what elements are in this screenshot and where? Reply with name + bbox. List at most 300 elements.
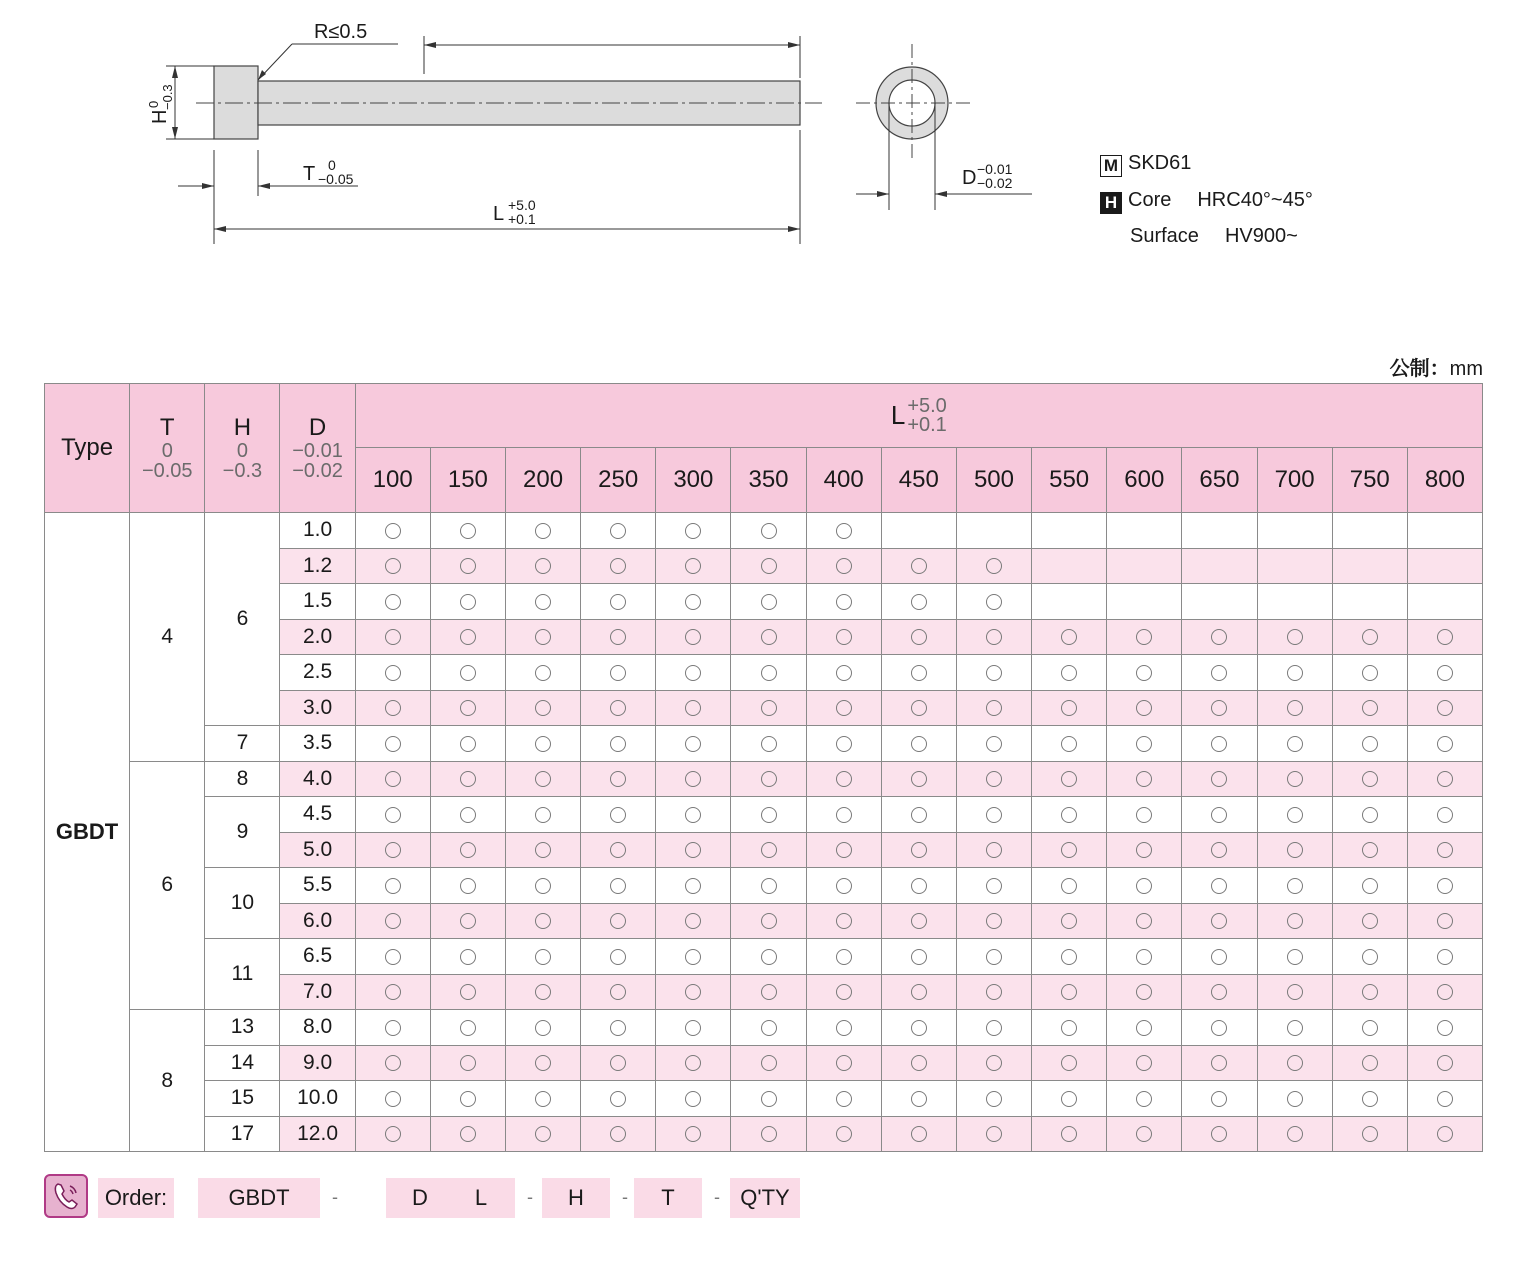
availability-cell xyxy=(355,655,430,691)
availability-cell xyxy=(1107,690,1182,726)
material-value: SKD61 xyxy=(1128,152,1192,174)
available-mark-icon xyxy=(836,1055,852,1071)
availability-cell xyxy=(1107,1081,1182,1117)
availability-cell xyxy=(505,548,580,584)
availability-cell xyxy=(505,1116,580,1152)
availability-cell xyxy=(806,584,881,620)
availability-cell xyxy=(731,939,806,975)
availability-cell xyxy=(1407,903,1482,939)
d-cell: 1.2 xyxy=(280,548,355,584)
available-mark-icon xyxy=(1437,842,1453,858)
availability-cell xyxy=(806,513,881,549)
technical-drawing xyxy=(0,0,1520,300)
core-value: HRC40°~45° xyxy=(1197,189,1313,211)
availability-cell xyxy=(1107,868,1182,904)
h-tol-upper: 0 xyxy=(146,100,161,108)
availability-cell xyxy=(1332,1045,1407,1081)
availability-cell xyxy=(731,903,806,939)
availability-cell xyxy=(1407,619,1482,655)
availability-cell xyxy=(1032,1116,1107,1152)
available-mark-icon xyxy=(460,984,476,1000)
available-mark-icon xyxy=(1136,1055,1152,1071)
availability-cell xyxy=(1332,868,1407,904)
availability-cell xyxy=(1407,726,1482,762)
table-row xyxy=(45,1081,1483,1117)
availability-cell xyxy=(355,903,430,939)
availability-cell xyxy=(806,1045,881,1081)
available-mark-icon xyxy=(685,1020,701,1036)
availability-cell xyxy=(1032,974,1107,1010)
availability-cell xyxy=(430,761,505,797)
availability-cell xyxy=(806,797,881,833)
hardness-badge: H xyxy=(1100,192,1122,214)
availability-cell xyxy=(731,1045,806,1081)
available-mark-icon xyxy=(610,1055,626,1071)
availability-cell xyxy=(581,903,656,939)
availability-cell xyxy=(1257,832,1332,868)
table-row xyxy=(45,1010,1483,1046)
available-mark-icon xyxy=(1136,807,1152,823)
availability-cell xyxy=(581,868,656,904)
availability-cell xyxy=(430,868,505,904)
available-mark-icon xyxy=(986,1020,1002,1036)
availability-cell xyxy=(956,584,1031,620)
available-mark-icon xyxy=(1061,771,1077,787)
available-mark-icon xyxy=(685,594,701,610)
availability-cell xyxy=(505,761,580,797)
d-cell: 3.0 xyxy=(280,690,355,726)
availability-cell xyxy=(1257,513,1332,549)
availability-cell xyxy=(1182,868,1257,904)
availability-cell xyxy=(430,974,505,1010)
availability-cell xyxy=(1032,797,1107,833)
availability-cell xyxy=(956,1116,1031,1152)
available-mark-icon xyxy=(460,949,476,965)
available-mark-icon xyxy=(911,842,927,858)
header-l-label: L xyxy=(890,400,906,430)
availability-cell xyxy=(1182,1116,1257,1152)
availability-cell xyxy=(956,903,1031,939)
available-mark-icon xyxy=(986,949,1002,965)
availability-cell xyxy=(1407,1116,1482,1152)
availability-cell xyxy=(505,619,580,655)
d-cell: 1.5 xyxy=(280,584,355,620)
availability-cell xyxy=(956,690,1031,726)
available-mark-icon xyxy=(1287,665,1303,681)
available-mark-icon xyxy=(610,807,626,823)
table-row xyxy=(45,1116,1483,1152)
available-mark-icon xyxy=(986,807,1002,823)
available-mark-icon xyxy=(1437,878,1453,894)
availability-cell xyxy=(1332,939,1407,975)
available-mark-icon xyxy=(911,1055,927,1071)
availability-cell xyxy=(806,1081,881,1117)
availability-cell xyxy=(956,832,1031,868)
availability-cell xyxy=(1257,761,1332,797)
availability-cell xyxy=(581,584,656,620)
available-mark-icon xyxy=(535,523,551,539)
available-mark-icon xyxy=(685,807,701,823)
available-mark-icon xyxy=(535,1020,551,1036)
available-mark-icon xyxy=(761,1055,777,1071)
t-cell: 8 xyxy=(130,1010,205,1152)
available-mark-icon xyxy=(535,736,551,752)
availability-cell xyxy=(1182,939,1257,975)
availability-cell xyxy=(656,868,731,904)
header-l xyxy=(355,384,1482,448)
availability-cell xyxy=(1407,939,1482,975)
available-mark-icon xyxy=(986,842,1002,858)
header-d-tol-upper: −0.01 xyxy=(292,440,343,462)
surface-hardness-spec xyxy=(1130,225,1298,248)
header-type: Type xyxy=(45,384,130,513)
availability-cell xyxy=(1107,832,1182,868)
availability-cell xyxy=(581,832,656,868)
d-cell: 5.5 xyxy=(280,868,355,904)
available-mark-icon xyxy=(1211,807,1227,823)
available-mark-icon xyxy=(1211,949,1227,965)
available-mark-icon xyxy=(911,984,927,1000)
d-cell: 3.5 xyxy=(280,726,355,762)
available-mark-icon xyxy=(1136,913,1152,929)
availability-cell xyxy=(1182,832,1257,868)
available-mark-icon xyxy=(1136,984,1152,1000)
available-mark-icon xyxy=(1211,665,1227,681)
availability-cell xyxy=(956,797,1031,833)
availability-cell xyxy=(731,761,806,797)
available-mark-icon xyxy=(685,700,701,716)
available-mark-icon xyxy=(535,949,551,965)
availability-cell xyxy=(581,548,656,584)
available-mark-icon xyxy=(986,736,1002,752)
availability-cell xyxy=(1107,726,1182,762)
availability-cell xyxy=(581,797,656,833)
available-mark-icon xyxy=(986,1091,1002,1107)
order-separator: - xyxy=(714,1187,720,1207)
available-mark-icon xyxy=(685,771,701,787)
availability-cell xyxy=(656,690,731,726)
availability-cell xyxy=(1332,1010,1407,1046)
h-cell: 9 xyxy=(205,797,280,868)
available-mark-icon xyxy=(911,771,927,787)
available-mark-icon xyxy=(385,949,401,965)
available-mark-icon xyxy=(1437,629,1453,645)
available-mark-icon xyxy=(385,1091,401,1107)
availability-cell xyxy=(881,513,956,549)
d-cell: 6.5 xyxy=(280,939,355,975)
availability-cell xyxy=(1182,1045,1257,1081)
available-mark-icon xyxy=(385,629,401,645)
available-mark-icon xyxy=(460,665,476,681)
d-dim-label: D xyxy=(962,167,977,189)
availability-cell xyxy=(430,1081,505,1117)
availability-cell xyxy=(1407,1045,1482,1081)
availability-cell xyxy=(1332,690,1407,726)
available-mark-icon xyxy=(1287,913,1303,929)
size-availability-table xyxy=(44,383,1483,1152)
available-mark-icon xyxy=(385,878,401,894)
availability-cell xyxy=(806,1116,881,1152)
available-mark-icon xyxy=(1437,1126,1453,1142)
header-t: T 0 −0.05 xyxy=(130,384,205,513)
available-mark-icon xyxy=(1061,984,1077,1000)
availability-cell xyxy=(1032,655,1107,691)
available-mark-icon xyxy=(1211,1126,1227,1142)
available-mark-icon xyxy=(1061,629,1077,645)
availability-cell xyxy=(806,690,881,726)
availability-cell xyxy=(581,619,656,655)
available-mark-icon xyxy=(385,736,401,752)
available-mark-icon xyxy=(385,1020,401,1036)
available-mark-icon xyxy=(911,558,927,574)
available-mark-icon xyxy=(1362,913,1378,929)
available-mark-icon xyxy=(535,984,551,1000)
availability-cell xyxy=(1407,655,1482,691)
availability-cell xyxy=(581,761,656,797)
d-cell: 2.5 xyxy=(280,655,355,691)
availability-cell xyxy=(355,761,430,797)
order-label: Order: xyxy=(98,1178,174,1218)
availability-cell xyxy=(1032,1010,1107,1046)
availability-cell xyxy=(1107,903,1182,939)
available-mark-icon xyxy=(1437,665,1453,681)
availability-cell xyxy=(1332,797,1407,833)
h-cell: 7 xyxy=(205,726,280,762)
available-mark-icon xyxy=(911,594,927,610)
available-mark-icon xyxy=(460,1055,476,1071)
d-cell: 5.0 xyxy=(280,832,355,868)
availability-cell xyxy=(581,690,656,726)
d-cell: 12.0 xyxy=(280,1116,355,1152)
available-mark-icon xyxy=(836,807,852,823)
availability-cell xyxy=(581,1116,656,1152)
available-mark-icon xyxy=(385,665,401,681)
available-mark-icon xyxy=(610,984,626,1000)
availability-cell xyxy=(355,1081,430,1117)
availability-cell xyxy=(656,903,731,939)
availability-cell xyxy=(430,832,505,868)
available-mark-icon xyxy=(1136,1020,1152,1036)
material-spec xyxy=(1100,152,1191,177)
surface-label: Surface xyxy=(1130,225,1199,247)
available-mark-icon xyxy=(1061,949,1077,965)
availability-cell xyxy=(1332,761,1407,797)
availability-cell xyxy=(1257,1010,1332,1046)
table-row xyxy=(45,868,1483,904)
availability-cell xyxy=(505,513,580,549)
availability-cell xyxy=(1407,690,1482,726)
length-header-750: 750 xyxy=(1332,448,1407,513)
availability-cell xyxy=(956,1010,1031,1046)
availability-cell xyxy=(581,513,656,549)
availability-cell xyxy=(1407,1081,1482,1117)
availability-cell xyxy=(881,761,956,797)
availability-cell xyxy=(656,1081,731,1117)
table-body xyxy=(45,513,1483,1152)
availability-cell xyxy=(430,797,505,833)
availability-cell xyxy=(806,761,881,797)
table-row xyxy=(45,726,1483,762)
availability-cell xyxy=(731,655,806,691)
available-mark-icon xyxy=(986,984,1002,1000)
availability-cell xyxy=(505,726,580,762)
availability-cell xyxy=(881,1116,956,1152)
unit-label: 公制： xyxy=(1389,358,1450,380)
length-header-250: 250 xyxy=(581,448,656,513)
availability-cell xyxy=(1407,974,1482,1010)
availability-cell xyxy=(881,1010,956,1046)
available-mark-icon xyxy=(610,771,626,787)
available-mark-icon xyxy=(836,771,852,787)
available-mark-icon xyxy=(685,1126,701,1142)
available-mark-icon xyxy=(911,913,927,929)
available-mark-icon xyxy=(1362,700,1378,716)
available-mark-icon xyxy=(385,771,401,787)
available-mark-icon xyxy=(836,913,852,929)
availability-cell xyxy=(355,832,430,868)
available-mark-icon xyxy=(986,1055,1002,1071)
available-mark-icon xyxy=(1437,1020,1453,1036)
d-cell: 2.0 xyxy=(280,619,355,655)
available-mark-icon xyxy=(1061,842,1077,858)
header-h-tol-upper: 0 xyxy=(236,440,248,462)
available-mark-icon xyxy=(761,984,777,1000)
availability-cell xyxy=(806,939,881,975)
availability-cell xyxy=(430,1010,505,1046)
available-mark-icon xyxy=(1437,807,1453,823)
availability-cell xyxy=(956,1081,1031,1117)
length-header-200: 200 xyxy=(505,448,580,513)
available-mark-icon xyxy=(610,594,626,610)
availability-cell xyxy=(656,1045,731,1081)
availability-cell xyxy=(656,974,731,1010)
availability-cell xyxy=(1107,584,1182,620)
order-field-qty: Q'TY xyxy=(730,1178,800,1218)
availability-cell xyxy=(1182,655,1257,691)
availability-cell xyxy=(505,868,580,904)
available-mark-icon xyxy=(1287,1020,1303,1036)
available-mark-icon xyxy=(610,1020,626,1036)
availability-cell xyxy=(430,726,505,762)
t-cell: 4 xyxy=(130,513,205,762)
availability-cell xyxy=(1032,584,1107,620)
available-mark-icon xyxy=(986,1126,1002,1142)
availability-cell xyxy=(1032,939,1107,975)
availability-cell xyxy=(355,1010,430,1046)
available-mark-icon xyxy=(761,700,777,716)
d-cell: 4.5 xyxy=(280,797,355,833)
availability-cell xyxy=(731,832,806,868)
availability-cell xyxy=(430,690,505,726)
length-header-500: 500 xyxy=(956,448,1031,513)
availability-cell xyxy=(806,832,881,868)
available-mark-icon xyxy=(1211,629,1227,645)
available-mark-icon xyxy=(1211,842,1227,858)
available-mark-icon xyxy=(535,913,551,929)
available-mark-icon xyxy=(1287,984,1303,1000)
availability-cell xyxy=(355,584,430,620)
availability-cell xyxy=(355,1045,430,1081)
availability-cell xyxy=(1107,761,1182,797)
availability-cell xyxy=(1182,619,1257,655)
availability-cell xyxy=(1032,1081,1107,1117)
availability-cell xyxy=(1332,619,1407,655)
availability-cell xyxy=(430,903,505,939)
availability-cell xyxy=(881,1081,956,1117)
order-separator: - xyxy=(622,1187,628,1207)
availability-cell xyxy=(731,690,806,726)
available-mark-icon xyxy=(836,665,852,681)
available-mark-icon xyxy=(986,629,1002,645)
availability-cell xyxy=(1332,832,1407,868)
core-label: Core xyxy=(1128,189,1172,211)
available-mark-icon xyxy=(1362,629,1378,645)
available-mark-icon xyxy=(761,771,777,787)
d-tol-lower: −0.02 xyxy=(977,175,1013,191)
available-mark-icon xyxy=(460,913,476,929)
available-mark-icon xyxy=(1136,949,1152,965)
available-mark-icon xyxy=(460,629,476,645)
available-mark-icon xyxy=(761,949,777,965)
availability-cell xyxy=(1332,903,1407,939)
available-mark-icon xyxy=(986,878,1002,894)
availability-cell xyxy=(1332,513,1407,549)
availability-cell xyxy=(505,1081,580,1117)
available-mark-icon xyxy=(761,665,777,681)
availability-cell xyxy=(956,655,1031,691)
available-mark-icon xyxy=(911,736,927,752)
available-mark-icon xyxy=(986,594,1002,610)
available-mark-icon xyxy=(610,736,626,752)
availability-cell xyxy=(355,939,430,975)
availability-cell xyxy=(581,1081,656,1117)
available-mark-icon xyxy=(1287,700,1303,716)
available-mark-icon xyxy=(761,523,777,539)
availability-cell xyxy=(1257,726,1332,762)
available-mark-icon xyxy=(535,807,551,823)
available-mark-icon xyxy=(685,949,701,965)
t-tol-upper: 0 xyxy=(328,157,336,173)
available-mark-icon xyxy=(1437,984,1453,1000)
availability-cell xyxy=(430,1116,505,1152)
availability-cell xyxy=(731,548,806,584)
availability-cell xyxy=(505,655,580,691)
available-mark-icon xyxy=(1211,1055,1227,1071)
availability-cell xyxy=(656,1010,731,1046)
h-cell: 15 xyxy=(205,1081,280,1117)
available-mark-icon xyxy=(836,949,852,965)
availability-cell xyxy=(1032,1045,1107,1081)
h-cell: 8 xyxy=(205,761,280,797)
available-mark-icon xyxy=(1362,736,1378,752)
available-mark-icon xyxy=(1287,736,1303,752)
available-mark-icon xyxy=(1287,1126,1303,1142)
available-mark-icon xyxy=(1211,1091,1227,1107)
availability-cell xyxy=(355,513,430,549)
available-mark-icon xyxy=(1061,807,1077,823)
availability-cell xyxy=(1407,1010,1482,1046)
availability-cell xyxy=(430,939,505,975)
available-mark-icon xyxy=(1437,949,1453,965)
availability-cell xyxy=(1407,797,1482,833)
availability-cell xyxy=(1182,690,1257,726)
available-mark-icon xyxy=(761,736,777,752)
availability-cell xyxy=(956,548,1031,584)
availability-cell xyxy=(881,974,956,1010)
availability-cell xyxy=(731,1010,806,1046)
availability-cell xyxy=(956,974,1031,1010)
available-mark-icon xyxy=(1136,771,1152,787)
